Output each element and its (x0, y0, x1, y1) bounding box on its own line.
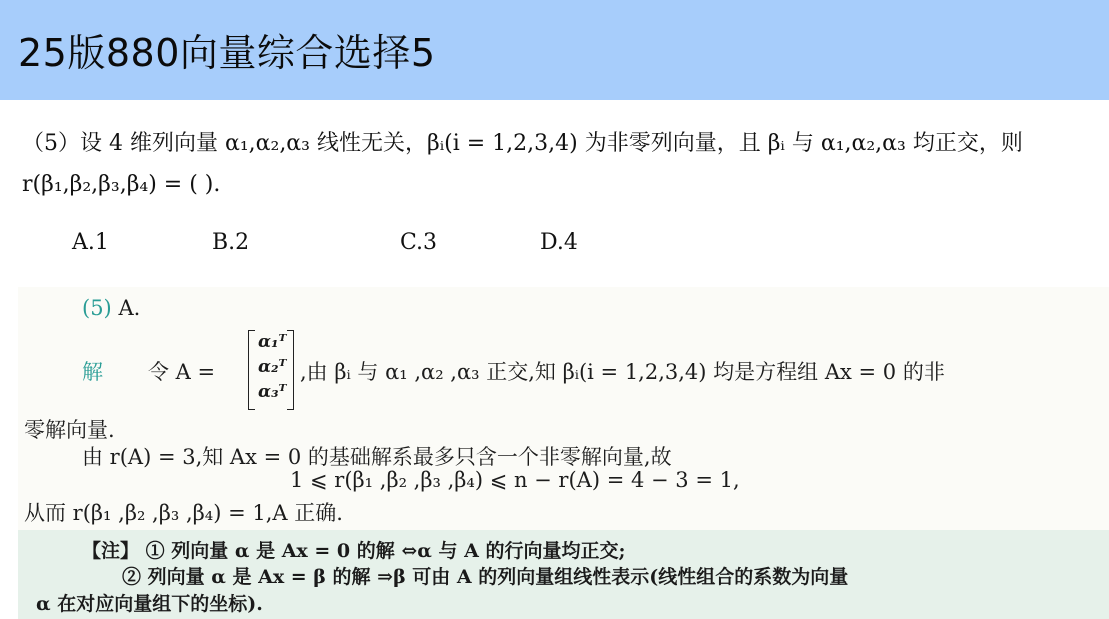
question-line-1: （5）设 4 维列向量 α₁,α₂,α₃ 线性无关，βᵢ(i = 1,2,3,4) 为非零列向量，且 βᵢ 与 α₁,α₂,α₃ 均正交，则 (22, 131, 1023, 156)
solution-number: (5) (82, 296, 112, 320)
note-line-3: α 在对应向量组下的坐标). (36, 593, 263, 615)
question-line-2: r(β₁,β₂,β₃,β₄) = ( ). (22, 172, 221, 197)
option-d: D.4 (540, 230, 578, 255)
matrix-row-3: α₃ᵀ (258, 382, 287, 402)
option-a: A.1 (72, 230, 109, 255)
matrix-right-bracket (287, 330, 294, 410)
solution-let-text: 令 A = (148, 360, 216, 384)
solution-header (82, 296, 140, 320)
matrix-a (248, 330, 294, 410)
title-banner (0, 0, 1109, 100)
solution-line-1: ,由 βᵢ 与 α₁ ,α₂ ,α₃ 正交,知 βᵢ(i = 1,2,3,4) 均是方程组 Ax = 0 的非 (300, 360, 945, 384)
solution-line-3: 由 r(A) = 3,知 Ax = 0 的基础解系最多只含一个非零解向量,故 (82, 445, 672, 469)
page-title: 25版880向量综合选择5 (18, 31, 436, 75)
solution-answer: A. (118, 296, 141, 320)
solution-label: 解 (82, 360, 103, 384)
solution-line-4: 1 ⩽ r(β₁ ,β₂ ,β₃ ,β₄) ⩽ n − r(A) = 4 − 3 = 1, (290, 468, 740, 492)
option-b: B.2 (212, 230, 250, 255)
note-line-1: 【注】 ① 列向量 α 是 Ax = 0 的解 ⇔α 与 A 的行向量均正交; (82, 540, 626, 562)
solution-line-2: 零解向量. (24, 418, 115, 442)
matrix-row-2: α₂ᵀ (258, 357, 287, 377)
matrix-left-bracket (248, 330, 255, 410)
solution-line-5: 从而 r(β₁ ,β₂ ,β₃ ,β₄) = 1,A 正确. (24, 501, 343, 525)
matrix-row-1: α₁ᵀ (258, 332, 287, 352)
option-c: C.3 (400, 230, 438, 255)
note-line-2: ② 列向量 α 是 Ax = β 的解 ⇒β 可由 A 的列向量组线性表示(线性组合的系数为向量 (122, 566, 849, 588)
